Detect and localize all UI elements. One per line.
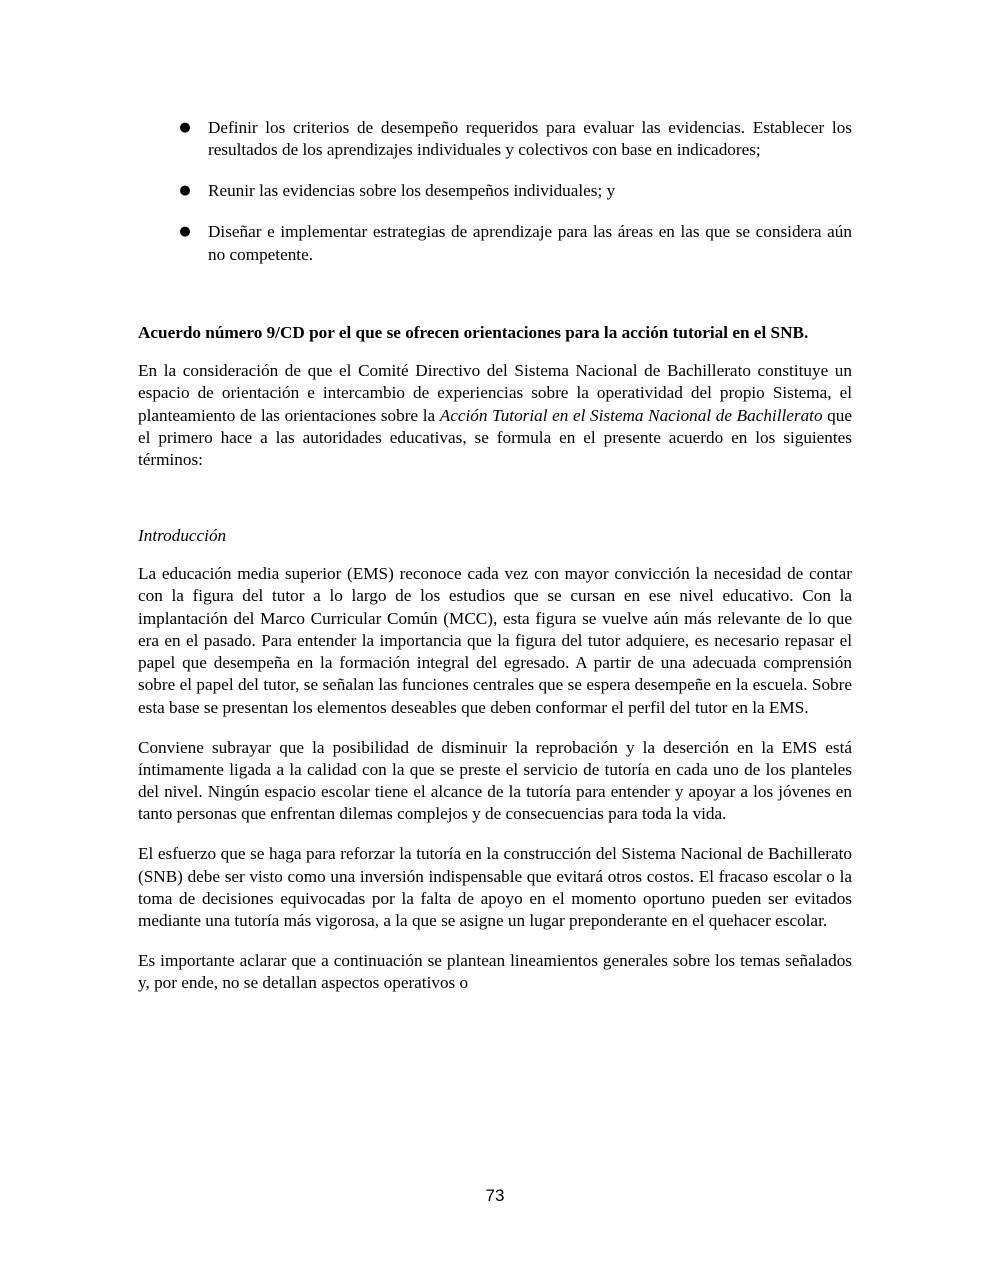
section-heading: Acuerdo número 9/CD por el que se ofrecen orientaciones para la acción tutorial en el SNB. [138, 322, 809, 342]
body-paragraph: La educación media superior (EMS) reconoce cada vez con mayor convicción la necesidad de contar con la figura del tutor a lo largo de los estudios que se cursan en ese nivel educativo. Con la implantación del Marco Curricular Común (MCC), esta figura se vuelve aún más relevante de lo que era en el pasado. Para entender la importancia que la figura del tutor adquiere, es necesario repasar el papel que desempeña en la formación integral del egresado. A partir de una adecuada comprensión sobre el papel del tutor, se señalan las funciones centrales que se espera desempeñe en la escuela. Sobre esta base se presentan los elementos deseables que deben conformar el perfil del tutor en la EMS. [138, 563, 852, 717]
list-item [179, 180, 852, 202]
bullet-icon: ● [179, 224, 191, 240]
list-item-text: Diseñar e implementar estrategias de aprendizaje para las áreas en las que se considera aún no competente. [208, 222, 852, 264]
body-paragraph: El esfuerzo que se haga para reforzar la tutoría en la construcción del Sistema Nacional de Bachillerato (SNB) debe ser visto como una inversión indispensable que evitará otros costos. El fracaso escolar o la toma de decisiones equivocadas por la falta de apoyo en el momento oportuno pueden ser evitados mediante una tutoría más vigorosa, a la que se asigne un lugar preponderante en el quehacer escolar. [138, 844, 852, 931]
body-paragraph: Es importante aclarar que a continuación se plantean lineamientos generales sobre los temas señalados y, por ende, no se detallan aspectos operativos o [138, 950, 852, 993]
intro-italic-title: Acción Tutorial en el Sistema Nacional de Bachillerato [439, 405, 823, 425]
list-item-text: Reunir las evidencias sobre los desempeños individuales; y [208, 181, 616, 201]
bullet-list [179, 117, 852, 266]
body-paragraph: Conviene subrayar que la posibilidad de disminuir la reprobación y la deserción en la EMS está íntimamente ligada a la calidad con la que se preste el servicio de tutoría en cada uno de los planteles del nivel. Ningún espacio escolar tiene el alcance de la tutoría para entender y apoyar a los jóvenes en tanto personas que enfrentan dilemas complejos y de consecuencias para toda la vida. [138, 737, 852, 824]
bullet-icon: ● [179, 183, 191, 199]
page-number: 73 [485, 1186, 505, 1205]
intro-text-start: En la consideración de que el Comité Directivo del Sistema Nacional de Bachillerato constituye un espacio de orientación e intercambio de experiencias sobre la operatividad del propio Sistema, el planteamiento de las orientaciones sobre la [138, 361, 852, 425]
list-item [179, 117, 852, 162]
intro-paragraph [138, 360, 852, 471]
document-page [138, 117, 852, 994]
intro-text-end: que el primero hace a las autoridades educativas, se formula en el presente acuerdo en los siguientes términos: [138, 405, 852, 470]
list-item [179, 221, 852, 266]
subsection-heading: Introducción [138, 525, 227, 545]
list-item-text: Definir los criterios de desempeño requeridos para evaluar las evidencias. Establecer los resultados de los aprendizajes individuales y colectivos con base en indicadores; [208, 118, 852, 160]
bullet-icon: ● [179, 120, 191, 135]
